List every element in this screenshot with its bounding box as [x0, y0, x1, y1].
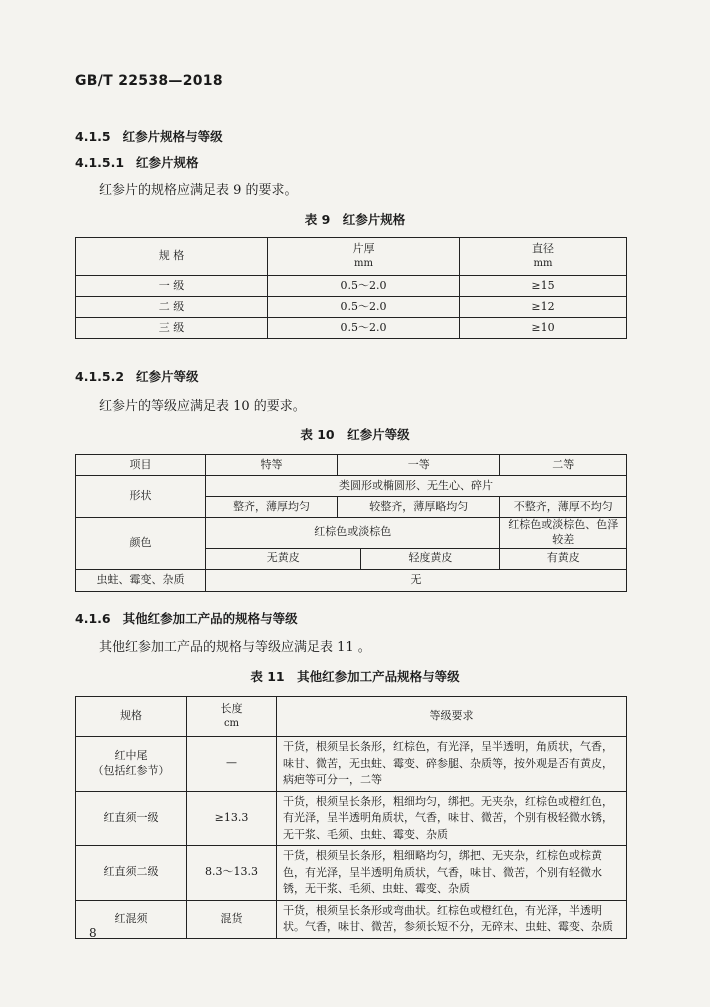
cell-spec: [76, 737, 187, 792]
table-row: [76, 297, 627, 318]
cell-diameter: ≥10: [460, 318, 627, 339]
row-label-color: 颜色: [76, 518, 206, 570]
header-spec: 规格: [76, 697, 187, 737]
cell-thickness: 0.5～2.0: [268, 318, 460, 339]
row-label-defects: 虫蛀、霉变、杂质: [76, 569, 206, 591]
header-length-label: 长度: [220, 702, 243, 716]
cell-color-special: 无黄皮: [206, 548, 361, 569]
table-row: [76, 737, 627, 792]
header-second-grade: 二等: [500, 455, 627, 476]
header-grade: 规 格: [76, 238, 268, 276]
cell-spec: 红直须二级: [76, 846, 187, 901]
header-requirements: 等级要求: [277, 697, 627, 737]
cell-spec-line2: （包括红参节）: [92, 763, 170, 777]
table-row: [76, 276, 627, 297]
section-title: 红参片规格与等级: [122, 129, 223, 144]
section-4-1-5-heading: [75, 127, 223, 145]
cell-grade: 二 级: [76, 297, 268, 318]
table-row: [76, 846, 627, 901]
table-9: [75, 237, 627, 339]
cell-spec-line1: 红中尾: [114, 748, 148, 762]
table-9-caption: 表 9 红参片规格: [304, 212, 406, 227]
section-4-1-6-heading: [75, 609, 298, 627]
cell-spec: 红混须: [76, 900, 187, 938]
cell-shape-common: 类圆形或椭圆形、无生心、碎片: [206, 476, 627, 497]
header-diameter: [460, 238, 627, 276]
header-diameter-label: 直径: [532, 242, 554, 256]
cell-requirements: 干货，根须呈长条形，红棕色，有光泽，呈半透明，角质状，气香，味甘、微苦，无虫蛀、霉变、碎参腿、杂质等，按外观是否有黄皮，病疤等可分一，二等: [277, 737, 627, 792]
header-thickness: [268, 238, 460, 276]
cell-requirements: 干货，根须呈长条形，粗细略均匀，绑把、无夹杂，红棕色或棕黄色，有光泽，呈半透明角质状，气香，味甘、微苦，个别有轻微水锈，无干浆、毛须、虫蛀、霉变、杂质: [277, 846, 627, 901]
table-10-caption: 表 10 红参片等级: [300, 427, 410, 442]
cell-shape-special: 整齐，薄厚均匀: [206, 497, 338, 518]
cell-thickness: 0.5～2.0: [268, 276, 460, 297]
table-11-caption: 表 11 其他红参加工产品规格与等级: [250, 669, 460, 684]
table-row: [76, 318, 627, 339]
section-number: 4.1.5: [75, 129, 111, 144]
section-title: 其他红参加工产品的规格与等级: [122, 611, 298, 626]
standard-number: GB/T 22538—2018: [75, 73, 223, 89]
cell-thickness: 0.5～2.0: [268, 297, 460, 318]
row-label-shape: 形状: [76, 476, 206, 518]
cell-color-top-a: 红棕色或淡棕色: [206, 518, 500, 549]
cell-grade: 三 级: [76, 318, 268, 339]
cell-spec: 红直须一级: [76, 791, 187, 846]
section-number: 4.1.5.1: [75, 155, 125, 170]
cell-grade: 一 级: [76, 276, 268, 297]
cell-defects-value: 无: [206, 569, 627, 591]
header-diameter-unit: mm: [533, 258, 553, 270]
section-title: 红参片等级: [136, 369, 199, 384]
header-thickness-label: 片厚: [352, 242, 375, 256]
cell-length: 混货: [187, 900, 277, 938]
cell-shape-second: 不整齐，薄厚不均匀: [500, 497, 627, 518]
header-first-grade: 一等: [338, 455, 500, 476]
section-title: 红参片规格: [136, 155, 199, 170]
table-row: [76, 791, 627, 846]
header-thickness-unit: mm: [354, 258, 373, 270]
header-length: [187, 697, 277, 737]
cell-requirements: 干货，根须呈长条形或弯曲状。红棕色或橙红色，有光泽，半透明状。气香，味甘、微苦，参须长短不分，无碎末、虫蛀、霉变、杂质: [277, 900, 627, 938]
cell-diameter: ≥15: [460, 276, 627, 297]
cell-diameter: ≥12: [460, 297, 627, 318]
header-item: 项目: [76, 455, 206, 476]
header-length-unit: cm: [223, 718, 240, 730]
paragraph: 红参片的等级应满足表 10 的要求。: [99, 399, 306, 414]
table-10: [75, 454, 627, 592]
section-4-1-5-1-heading: [75, 153, 199, 171]
section-4-1-5-2-heading: [75, 367, 199, 385]
section-number: 4.1.6: [75, 611, 111, 626]
section-number: 4.1.5.2: [75, 369, 125, 384]
header-special-grade: 特等: [206, 455, 338, 476]
cell-requirements: 干货，根须呈长条形，粗细均匀，绑把。无夹杂，红棕色或橙红色，有光泽，呈半透明角质状，气香，味甘、微苦，个别有极轻微水锈，无干浆、毛须、虫蛀、霉变、杂质: [277, 791, 627, 846]
page-number: 8: [89, 926, 97, 940]
cell-length: —: [187, 737, 277, 792]
paragraph: 红参片的规格应满足表 9 的要求。: [99, 183, 298, 198]
table-row: [76, 900, 627, 938]
table-11: [75, 696, 627, 939]
cell-length: ≥13.3: [187, 791, 277, 846]
cell-color-first: 轻度黄皮: [361, 548, 500, 569]
paragraph: 其他红参加工产品的规格与等级应满足表 11 。: [99, 640, 371, 655]
cell-color-second: 有黄皮: [500, 548, 627, 569]
cell-shape-first: 较整齐，薄厚略均匀: [338, 497, 500, 518]
cell-color-top-b: 红棕色或淡棕色、色泽较差: [500, 518, 627, 549]
cell-length: 8.3～13.3: [187, 846, 277, 901]
